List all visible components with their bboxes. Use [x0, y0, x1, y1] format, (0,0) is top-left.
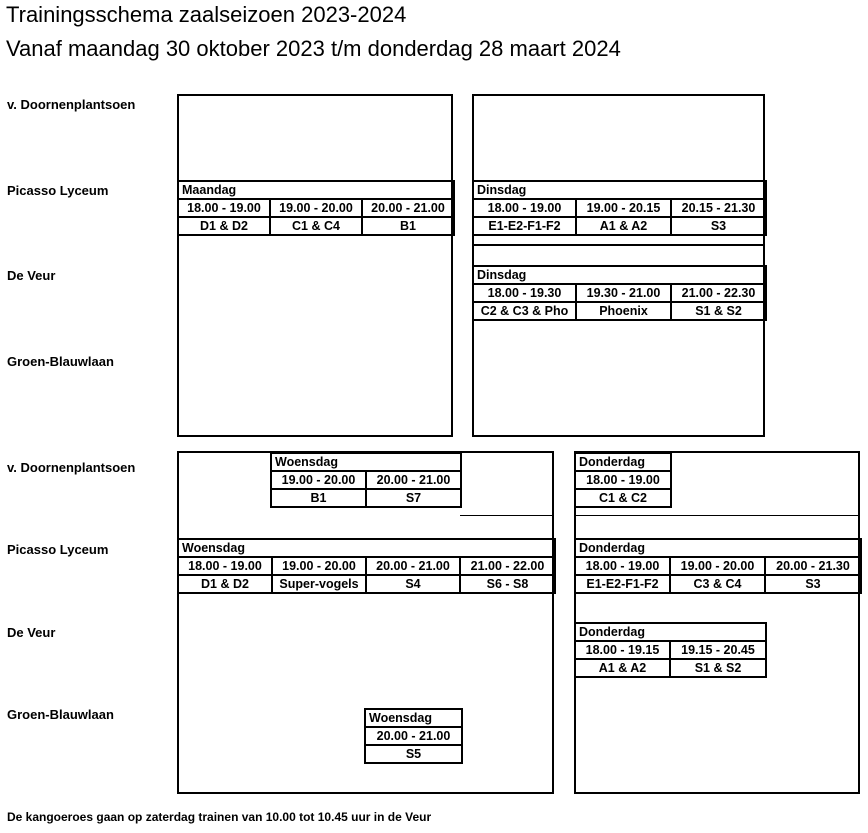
time-slot: 18.00 - 19.00: [575, 471, 671, 489]
team-group: S4: [366, 575, 460, 593]
team-group: A1 & A2: [575, 659, 670, 677]
day-label: Woensdag: [365, 709, 462, 727]
time-slot: 20.00 - 21.00: [366, 557, 460, 575]
divider: [472, 244, 765, 246]
time-slot: 19.00 - 20.00: [271, 471, 366, 489]
time-slot: 19.00 - 20.00: [670, 557, 765, 575]
time-slot: 19.30 - 21.00: [576, 284, 671, 302]
time-slot: 20.00 - 21.30: [765, 557, 861, 575]
time-slot: 20.00 - 21.00: [366, 471, 461, 489]
block-woensdag-picasso: [177, 538, 556, 594]
team-group: D1 & D2: [178, 217, 270, 235]
time-slot: 19.00 - 20.15: [576, 199, 671, 217]
footer-note: De kangoeroes gaan op zaterdag trainen van 10.00 tot 10.45 uur in de Veur: [7, 810, 432, 824]
day-label: Donderdag: [575, 623, 766, 641]
day-label: Woensdag: [271, 453, 461, 471]
team-group: D1 & D2: [178, 575, 272, 593]
team-group: S1 & S2: [670, 659, 766, 677]
page-title: Trainingsschema zaalseizoen 2023-2024: [6, 2, 407, 27]
team-group: A1 & A2: [576, 217, 671, 235]
panel-maandag: [177, 94, 453, 437]
time-slot: 18.00 - 19.30: [473, 284, 576, 302]
time-slot: 18.00 - 19.00: [178, 199, 270, 217]
block-woensdag-doornenplantsoen: [270, 452, 462, 508]
team-group: C3 & C4: [670, 575, 765, 593]
time-slot: 20.00 - 21.00: [365, 727, 462, 745]
day-label: Dinsdag: [473, 181, 766, 199]
block-donderdag-picasso: [574, 538, 862, 594]
team-group: S6 - S8: [460, 575, 555, 593]
time-slot: 19.00 - 20.00: [270, 199, 362, 217]
time-slot: 20.00 - 21.00: [362, 199, 454, 217]
block-dinsdag-veur: [472, 265, 767, 321]
team-group: Phoenix: [576, 302, 671, 320]
time-slot: 19.15 - 20.45: [670, 641, 766, 659]
day-label: Dinsdag: [473, 266, 766, 284]
location-label-doornenplantsoen: v. Doornenplantsoen: [7, 460, 136, 475]
location-label-veur: De Veur: [7, 268, 56, 283]
location-label-groen: Groen-Blauwlaan: [7, 707, 114, 722]
time-slot: 19.00 - 20.00: [272, 557, 366, 575]
block-donderdag-doornenplantsoen: [574, 452, 672, 508]
page-subtitle: Vanaf maandag 30 oktober 2023 t/m donderdag 28 maart 2024: [6, 36, 621, 61]
team-group: S3: [671, 217, 766, 235]
time-slot: 21.00 - 22.00: [460, 557, 555, 575]
team-group: C1 & C4: [270, 217, 362, 235]
day-label: Donderdag: [575, 539, 861, 557]
block-maandag-picasso: [177, 180, 455, 236]
time-slot: 18.00 - 19.00: [473, 199, 576, 217]
time-slot: 21.00 - 22.30: [671, 284, 766, 302]
location-label-picasso: Picasso Lyceum: [7, 542, 109, 557]
team-group: S3: [765, 575, 861, 593]
team-group: S7: [366, 489, 461, 507]
day-label: Maandag: [178, 181, 454, 199]
team-group: Super-vogels: [272, 575, 366, 593]
time-slot: 20.15 - 21.30: [671, 199, 766, 217]
team-group: B1: [362, 217, 454, 235]
block-donderdag-veur: [574, 622, 767, 678]
team-group: S5: [365, 745, 462, 763]
divider: [574, 515, 860, 516]
day-label: Donderdag: [575, 453, 671, 471]
team-group: E1-E2-F1-F2: [473, 217, 576, 235]
location-label-doornenplantsoen: v. Doornenplantsoen: [7, 97, 136, 112]
time-slot: 18.00 - 19.15: [575, 641, 670, 659]
divider: [460, 515, 554, 516]
team-group: C2 & C3 & Pho: [473, 302, 576, 320]
time-slot: 18.00 - 19.00: [178, 557, 272, 575]
team-group: C1 & C2: [575, 489, 671, 507]
team-group: E1-E2-F1-F2: [575, 575, 670, 593]
location-label-groen: Groen-Blauwlaan: [7, 354, 114, 369]
day-label: Woensdag: [178, 539, 555, 557]
time-slot: 18.00 - 19.00: [575, 557, 670, 575]
block-dinsdag-picasso: [472, 180, 767, 236]
location-label-picasso: Picasso Lyceum: [7, 183, 109, 198]
team-group: S1 & S2: [671, 302, 766, 320]
block-woensdag-groen: [364, 708, 463, 764]
team-group: B1: [271, 489, 366, 507]
location-label-veur: De Veur: [7, 625, 56, 640]
